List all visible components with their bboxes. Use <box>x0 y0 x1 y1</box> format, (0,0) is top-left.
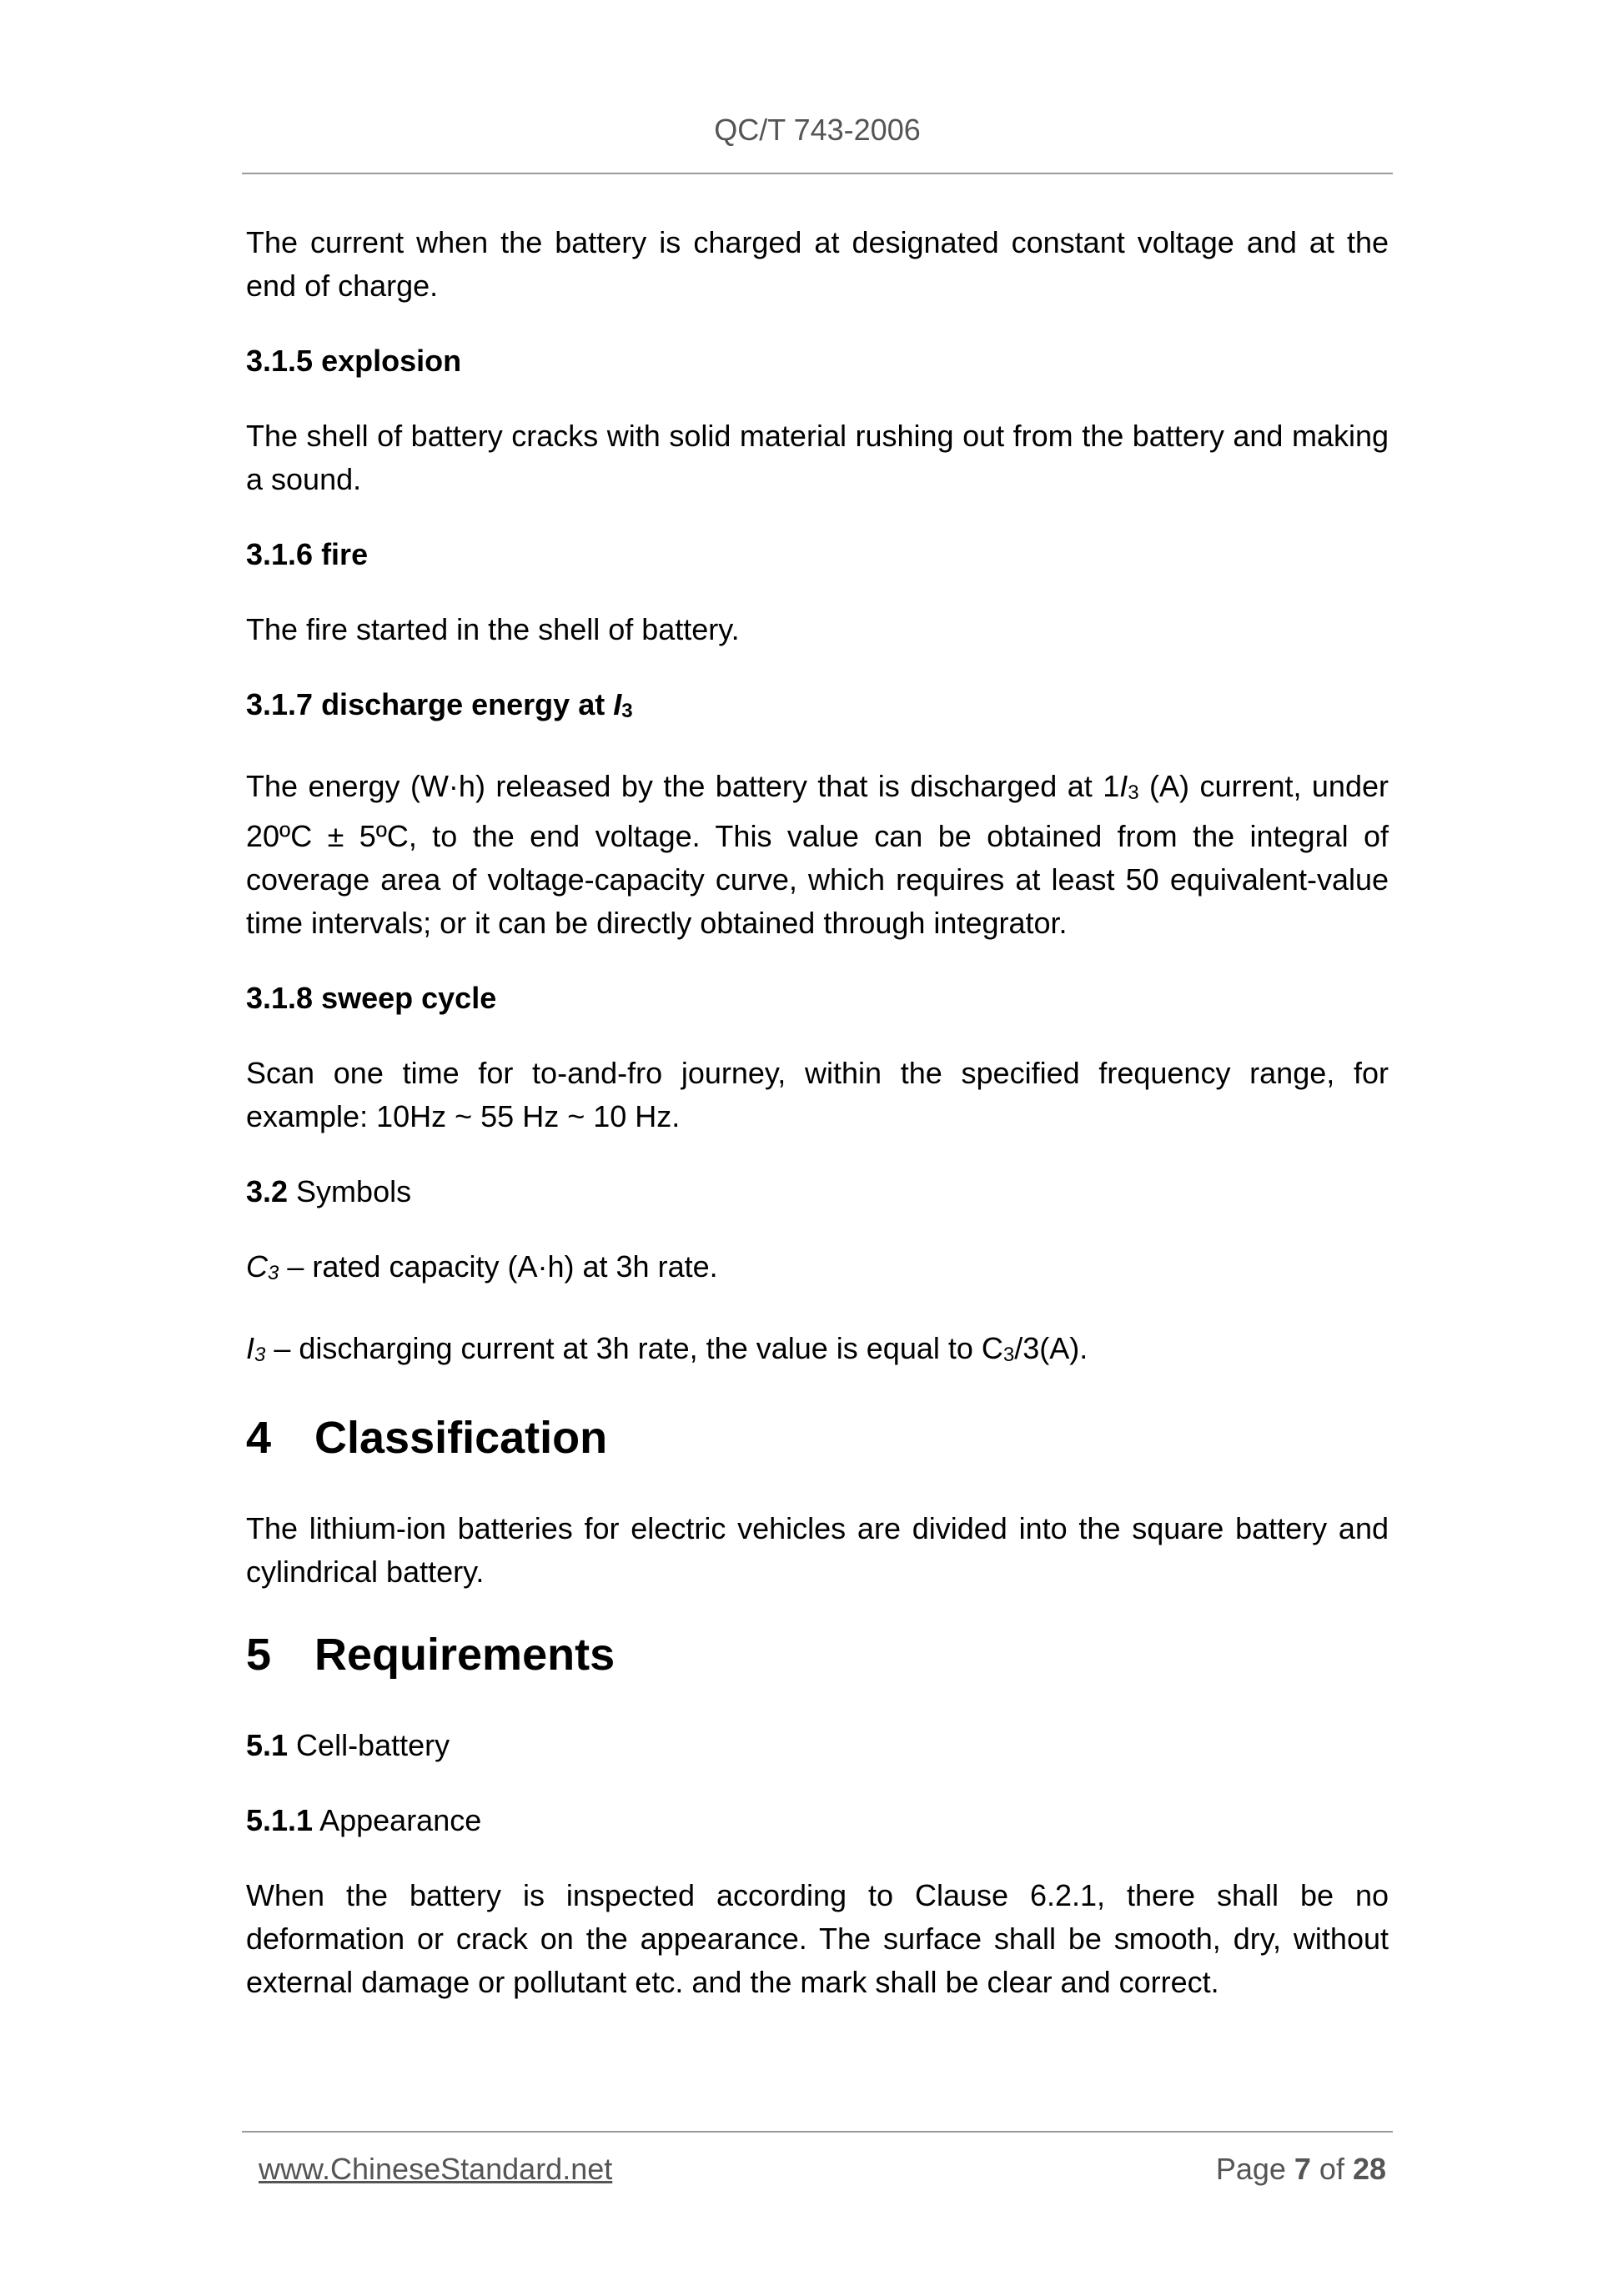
c3-symbol: C <box>246 1249 268 1284</box>
i3-def-text-b: /3(A). <box>1014 1331 1088 1365</box>
i3-def-c3-subscript: 3 <box>1002 1344 1015 1366</box>
paragraph-discharge-energy <box>246 765 1389 945</box>
i3-def-text-a: – discharging current at 3h rate, the value is equal to C <box>265 1331 1003 1365</box>
heading-5-1-number: 5.1 <box>246 1728 289 1762</box>
symbol-i3-definition <box>246 1327 1389 1377</box>
current-page-number: 7 <box>1294 2152 1311 2186</box>
paragraph-sweep-cycle: Scan one time for to-and-fro journey, within the specified frequency range, for example: 10Hz ~ 55 Hz ~ 10 Hz. <box>246 1056 1389 1133</box>
heading-3-2 <box>246 1170 1389 1213</box>
heading-4-text: Classification <box>314 1413 608 1463</box>
website-link[interactable]: www.ChineseStandard.net <box>259 2152 613 2186</box>
page-number <box>1216 2152 1386 2187</box>
energy-text-a: The energy (W·h) released by the battery that is discharged at 1 <box>246 769 1120 803</box>
i3-subscript: 3 <box>621 700 633 722</box>
heading-5-number: 5 <box>246 1630 272 1680</box>
i3-def-subscript: 3 <box>254 1344 266 1366</box>
heading-3-2-number: 3.2 <box>246 1174 289 1208</box>
heading-5-1 <box>246 1724 1389 1767</box>
i3-def-symbol: I <box>246 1331 255 1365</box>
document-id-header: QC/T 743-2006 <box>714 113 921 147</box>
paragraph-end-current: The current when the battery is charged at designated constant voltage and at the end of charge. <box>246 225 1389 303</box>
c3-subscript: 3 <box>268 1262 279 1284</box>
header-divider <box>242 173 1393 174</box>
symbol-c3-definition <box>246 1245 1389 1295</box>
i3-symbol: I <box>613 687 622 721</box>
energy-i3-symbol: I <box>1119 769 1128 803</box>
total-pages: 28 <box>1352 2152 1386 2186</box>
heading-5-text: Requirements <box>314 1630 616 1680</box>
paragraph-fire: The fire started in the shell of battery. <box>246 612 740 646</box>
paragraph-explosion: The shell of battery cracks with solid material rushing out from the battery and making a sound. <box>246 419 1389 496</box>
paragraph-classification: The lithium-ion batteries for electric vehicles are divided into the square battery and cylindrical battery. <box>246 1511 1389 1589</box>
heading-5-1-1-text: Appearance <box>313 1803 482 1837</box>
heading-3-1-6: 3.1.6 fire <box>246 537 369 571</box>
c3-text: – rated capacity (A·h) at 3h rate. <box>279 1249 718 1284</box>
page-content <box>246 221 1389 2036</box>
heading-3-1-7 <box>246 683 1389 733</box>
energy-i3-subscript: 3 <box>1128 781 1139 804</box>
paragraph-appearance: When the battery is inspected according to Clause 6.2.1, there shall be no deformation or crack on the appearance. The surface shall be smooth, dry, without external damage or pollutant etc. and the mark shall be clear and correct. <box>246 1878 1389 1999</box>
heading-5-1-1-number: 5.1.1 <box>246 1803 314 1837</box>
heading-5-1-1 <box>246 1799 1389 1842</box>
energy-text-b: (A) current, under 20ºC ± 5ºC, to the end voltage. This value can be obtained from the integral of coverage area of voltage-capacity curve, which requires at least 50 equivalent-value time intervals; or it can be directly obtained through integrator. <box>246 769 1389 940</box>
heading-3-2-text: Symbols <box>288 1174 412 1208</box>
heading-3-1-8: 3.1.8 sweep cycle <box>246 981 497 1015</box>
heading-3-1-5: 3.1.5 explosion <box>246 344 462 378</box>
heading-5-1-text: Cell-battery <box>288 1728 450 1762</box>
heading-4-classification <box>246 1409 1389 1467</box>
footer-divider <box>242 2131 1393 2133</box>
heading-3-1-7-text: 3.1.7 discharge energy at <box>246 687 614 721</box>
heading-5-requirements <box>246 1625 1389 1684</box>
heading-4-number: 4 <box>246 1413 272 1463</box>
page-word: Page <box>1215 2152 1294 2186</box>
of-word: of <box>1310 2152 1353 2186</box>
